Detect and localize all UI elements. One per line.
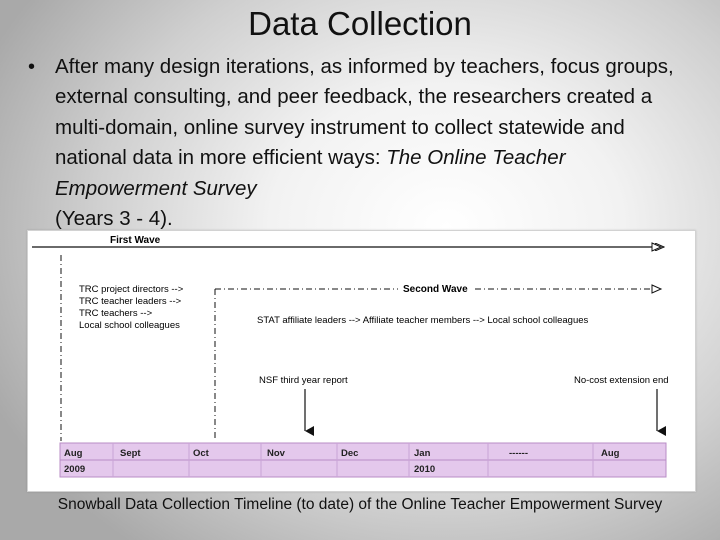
slide-title: Data Collection — [248, 5, 472, 42]
bullet-point — [22, 52, 702, 234]
bullet-dot-icon: • — [28, 56, 36, 78]
month-label: Sept — [120, 448, 141, 459]
survey-years: (Years 3 - 4). — [55, 207, 173, 231]
first-wave-label: First Wave — [110, 235, 161, 246]
month-label: Oct — [193, 448, 209, 459]
month-label: Aug — [64, 448, 83, 459]
milestone-nsf-label: NSF third year report — [259, 375, 348, 386]
second-wave-participants: STAT affiliate leaders --> Affiliate teacher members --> Local school colleagues — [257, 315, 589, 326]
timeline-figure — [27, 230, 696, 492]
survey-title: The Online Teacher Empowerment Survey — [55, 146, 566, 200]
bullet-text — [55, 52, 702, 234]
bullet-body: After many design iterations, as informed by teachers, focus groups, external consulting, and peer feedback, the researchers created a multi-domain, online survey instrument to collect statewide and national data in more efficient ways: — [55, 55, 674, 170]
second-wave-end-arrow — [652, 285, 661, 293]
month-label: Dec — [341, 448, 359, 459]
year-label: 2009 — [64, 464, 86, 475]
participant-item: TRC teacher leaders --> — [79, 296, 182, 307]
second-wave-label: Second Wave — [403, 284, 468, 295]
timeline-diagram — [28, 231, 695, 491]
participant-item: Local school colleagues — [79, 320, 180, 331]
month-label: ------ — [509, 448, 528, 459]
month-label: Aug — [601, 448, 620, 459]
milestone-extension-label: No-cost extension end — [574, 375, 669, 386]
month-label: Nov — [267, 448, 285, 459]
year-label: 2010 — [414, 464, 436, 475]
first-wave-participants — [79, 284, 184, 331]
participant-item: TRC project directors --> — [79, 284, 184, 295]
participant-item: TRC teachers --> — [79, 308, 153, 319]
month-label: Jan — [414, 448, 431, 459]
first-wave-end-arrow — [652, 243, 661, 251]
figure-caption: Snowball Data Collection Timeline (to date) of the Online Teacher Empowerment Survey — [57, 496, 663, 513]
